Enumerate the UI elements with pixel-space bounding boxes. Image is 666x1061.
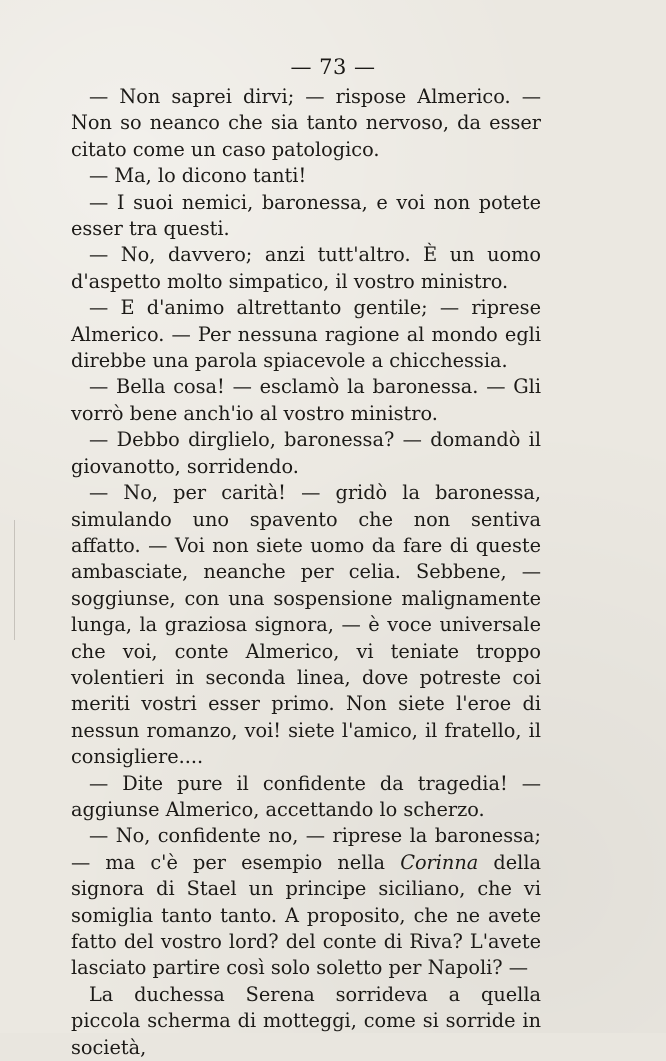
margin-mark — [0, 520, 15, 640]
paragraph: — No, davvero; anzi tutt'altro. È un uomo d'aspetto molto simpatico, il vostro ministro. — [71, 243, 541, 293]
paragraph: — Debbo dirglielo, baronessa? — domandò il giovanotto, sorridendo. — [71, 428, 541, 478]
paragraph: — No, per carità! — gridò la baronessa, simulando uno spavento che non sentiva affatto. — Voi non siete uomo da fare di queste ambasciate, neanche per celia. Sebbene, — soggiunse, con una sospensione malignamente lunga, la graziosa signora, — è voce universale che voi, conte Almerico, vi teniate troppo volentieri in seconda linea, dove potreste coi meriti vostri esser primo. Non siete l'eroe di nessun romanzo, voi! siete l'amico, il fratello, il consigliere.... — [71, 481, 541, 769]
paragraph: La duchessa Serena sorrideva a quella piccola scherma di motteggi, come si sorride in società, — [71, 982, 541, 1059]
text-run: — No, confidente no, — riprese la baronessa; — ma c'è per esempio nella — [71, 824, 541, 874]
page-number: — 73 — — [290, 55, 376, 79]
page-text — [71, 84, 541, 1061]
paragraph-with-italic — [71, 823, 541, 981]
italic-title: Corinna — [400, 850, 479, 874]
paragraph: — I suoi nemici, baronessa, e voi non potete esser tra questi. — [71, 190, 541, 241]
paragraph: — Bella cosa! — esclamò la baronessa. — Gli vorrò bene anch'io al vostro ministro. — [71, 375, 541, 425]
paragraph: — Ma, lo dicono tanti! — [89, 164, 307, 188]
paragraph: — Non saprei dirvi; — rispose Almerico. — Non so neanco che sia tanto nervoso, da esser citato come un caso patologico. — [71, 85, 541, 161]
paragraph: — E d'animo altrettanto gentile; — riprese Almerico. — Per nessuna ragione al mondo egli direbbe una parola spiacevole a chicchessia. — [71, 296, 541, 373]
paragraph: — Dite pure il confidente da tragedia! — aggiunse Almerico, accettando lo scherzo. — [71, 771, 541, 821]
text-run: della signora di Stael un principe siciliano, che vi somiglia tanto tanto. A proposito, che ne avete fatto del vostro lord? del conte di Riva? L'avete lasciato partire così solo soletto per Napoli? — — [71, 850, 541, 980]
